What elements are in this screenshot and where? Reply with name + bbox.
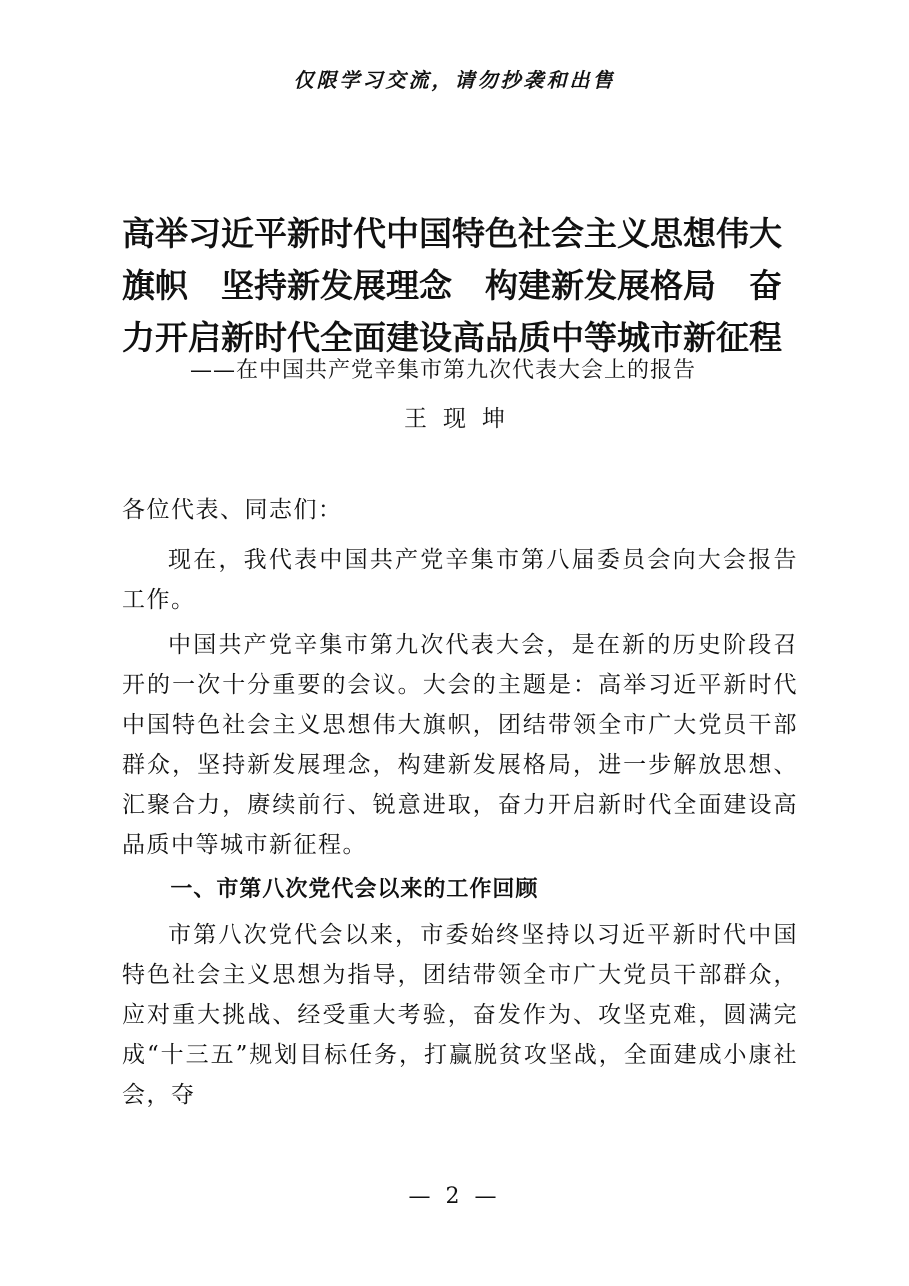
section-paragraph: 市第八次党代会以来，市委始终坚持以习近平新时代中国特色社会主义思想为指导，团结带领全市广大党员干部群众，应对重大挑战、经受重大考验，奋发作为、攻坚克难，圆满完成“十三五”规划目标任务，打赢脱贫攻坚战，全面建成小康社会，夺 (122, 922, 798, 1108)
header-note: 仅限学习交流，请勿抄袭和出售 (293, 68, 616, 92)
document-subtitle: ——在中国共产党辛集市第九次代表大会上的报告 (190, 358, 697, 383)
title-line-3: 力开启新时代全面建设高品质中等城市新征程 (122, 318, 782, 357)
page-number: — 2 — (408, 1184, 501, 1209)
section-heading: 一、市第八次党代会以来的工作回顾 (170, 877, 539, 902)
document-title (122, 208, 798, 364)
salutation: 各位代表、同志们： (122, 497, 343, 523)
title-line-1: 高举习近平新时代中国特色社会主义思想伟大 (122, 214, 782, 253)
body-text (122, 490, 798, 1120)
author-name: 王现坤 (404, 406, 521, 432)
title-line-2: 旗帜 坚持新发展理念 构建新发展格局 奋 (122, 266, 782, 305)
paragraph-1: 现在，我代表中国共产党辛集市第八届委员会向大会报告工作。 (122, 547, 798, 613)
paragraph-2: 中国共产党辛集市第九次代表大会，是在新的历史阶段召开的一次十分重要的会议。大会的主题是：高举习近平新时代中国特色社会主义思想伟大旗帜，团结带领全市广大党员干部群众，坚持新发展理念，构建新发展格局，进一步解放思想、汇聚合力，赓续前行、锐意进取，奋力开启新时代全面建设高品质中等城市新征程。 (122, 632, 798, 858)
